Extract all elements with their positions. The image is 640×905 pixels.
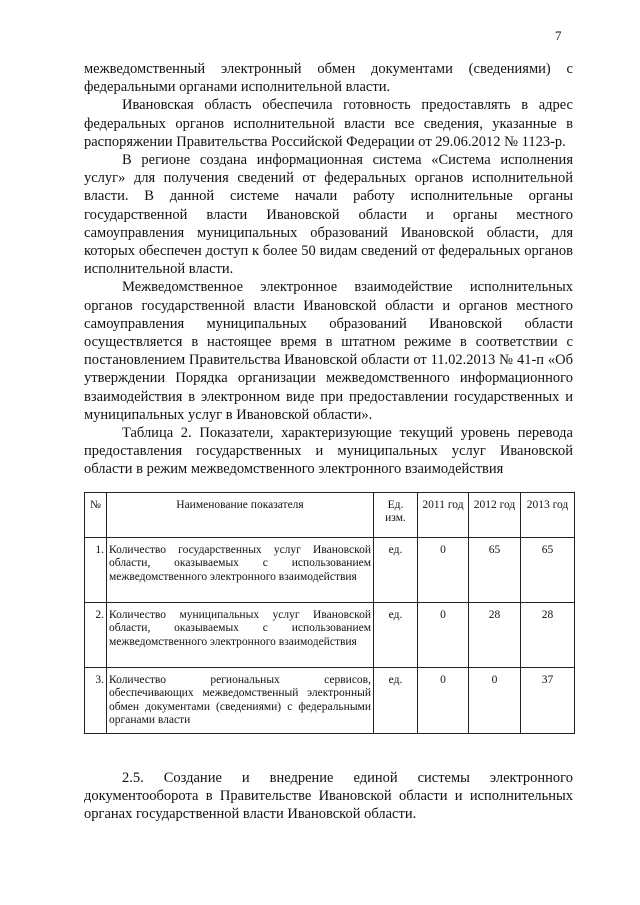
header-number: № <box>85 493 107 538</box>
row-2013: 37 <box>521 668 575 734</box>
section-text <box>84 769 573 824</box>
header-2012: 2012 год <box>469 493 521 538</box>
indicators-table <box>84 492 575 734</box>
row-unit: ед. <box>374 538 418 603</box>
table-row <box>85 603 575 668</box>
body-text <box>84 60 573 479</box>
section-paragraph: 2.5. Создание и внедрение единой системы электронного документооборота в Правительстве Ивановской области и исполнительных органах государственной власти Ивановской области. <box>84 770 573 823</box>
header-2013: 2013 год <box>521 493 575 538</box>
row-2013: 28 <box>521 603 575 668</box>
paragraph: В регионе создана информационная система «Система исполнения услуг» для получения сведений от федеральных органов исполнительной власти. В данной системе начали работу исполнительные органы государственной власти Ивановской области и органы местного самоуправления муниципальных образований Ивановской области, для которых обеспечен доступ к более 50 видам сведений от федеральных органов исполнительной власти. <box>84 152 573 278</box>
row-2011: 0 <box>418 668 469 734</box>
row-2012: 65 <box>469 538 521 603</box>
page-number: 7 <box>555 28 562 43</box>
row-unit: ед. <box>374 668 418 734</box>
row-number: 1. <box>85 538 107 603</box>
paragraph: межведомственный электронный обмен документами (сведениями) с федеральными органами исполнительной власти. <box>84 61 573 96</box>
row-2012: 0 <box>469 668 521 734</box>
row-number: 2. <box>85 603 107 668</box>
header-name: Наименование показателя <box>107 493 374 538</box>
table-caption: Таблица 2. Показатели, характеризующие текущий уровень перевода предоставления государственных и муниципальных услуг Ивановской области в режим межведомственного электронного взаимодействия <box>84 425 573 478</box>
row-name: Количество региональных сервисов, обеспечивающих межведомственный электронный обмен документами (сведениями) с федеральными органами власти <box>107 668 374 734</box>
row-2012: 28 <box>469 603 521 668</box>
row-name: Количество государственных услуг Ивановской области, оказываемых с использованием межведомственного электронного взаимодействия <box>107 538 374 603</box>
row-number: 3. <box>85 668 107 734</box>
header-unit: Ед. изм. <box>374 493 418 538</box>
table-header-row <box>85 493 575 538</box>
table-row <box>85 538 575 603</box>
row-2011: 0 <box>418 603 469 668</box>
paragraph: Ивановская область обеспечила готовность предоставлять в адрес федеральных органов исполнительной власти все сведения, указанные в распоряжении Правительства Российской Федерации от 29.06.2012 № 1123-р. <box>84 97 573 150</box>
table-row <box>85 668 575 734</box>
row-unit: ед. <box>374 603 418 668</box>
header-2011: 2011 год <box>418 493 469 538</box>
row-name: Количество муниципальных услуг Ивановской области, оказываемых с использованием межведомственного электронного взаимодействия <box>107 603 374 668</box>
paragraph: Межведомственное электронное взаимодействие исполнительных органов государственной власти Ивановской области и органов местного самоуправления муниципальных образований Ивановской области осуществляется в настоящее время в штатном режиме в соответствии с постановлением Правительства Ивановской области от 11.02.2013 № 41-п «Об утверждении Порядка организации межведомственного информационного взаимодействия в электронном виде при предоставлении государственных и муниципальных услуг в Ивановской области». <box>84 279 573 423</box>
row-2013: 65 <box>521 538 575 603</box>
row-2011: 0 <box>418 538 469 603</box>
